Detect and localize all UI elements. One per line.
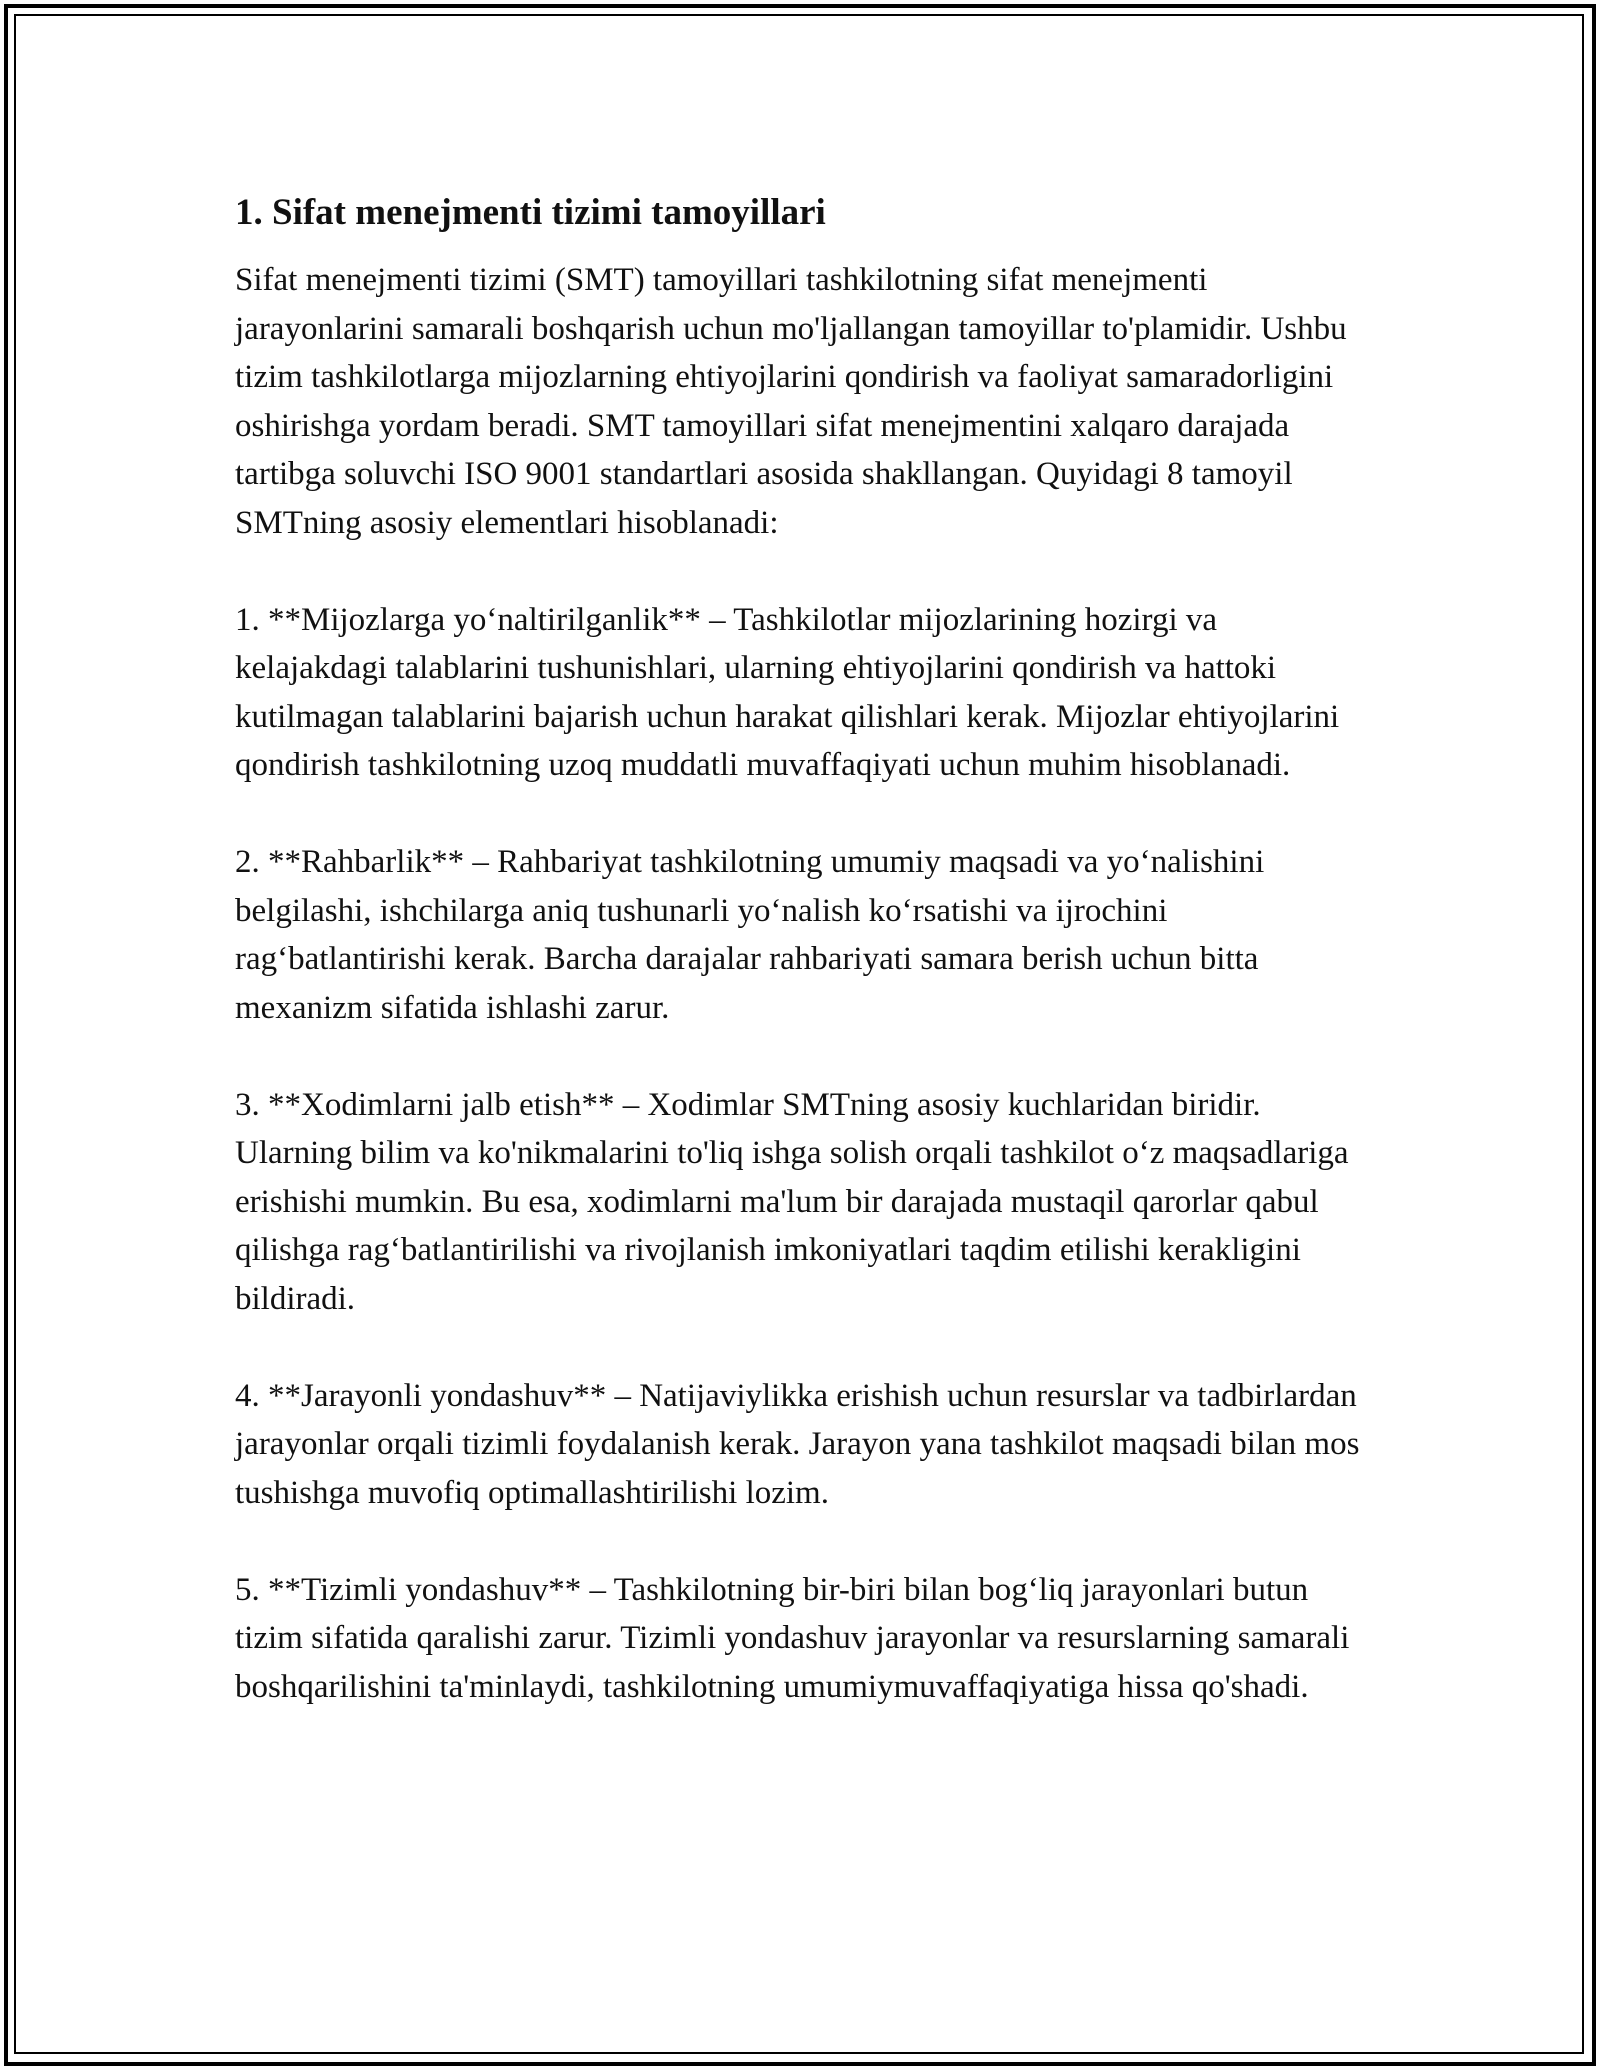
principle-1-paragraph: 1. **Mijozlarga yo‘naltirilganlik** – Tashkilotlar mijozlarining hozirgi va kelajakdagi talablarini tushunishlari, ularning ehtiyojlarini qondirish va hattoki kutilmagan talablarini bajarish uchun harakat qilishlari kerak. Mijozlar ehtiyojlarini qondirish tashkilotning uzoq muddatli muvaffaqiyati uchun muhim hisoblanadi. (235, 601, 1340, 783)
principle-2-paragraph: 2. **Rahbarlik** – Rahbariyat tashkilotning umumiy maqsadi va yo‘nalishini belgilashi, ishchilarga aniq tushunarli yo‘nalish ko‘rsatishi va ijrochini rag‘batlantirishi kerak. Barcha darajalar rahbariyati samara berish uchun bitta mexanizm sifatida ishlashi zarur. (235, 844, 1265, 1026)
section-heading: 1. Sifat menejmenti tizimi tamoyillari (235, 192, 826, 233)
principle-5-paragraph: 5. **Tizimli yondashuv** – Tashkilotning bir-biri bilan bog‘liq jarayonlari butun tizim sifatida qaralishi zarur. Tizimli yondashuv jarayonlar va resurslarning samarali boshqarilishini ta'minlaydi, tashkilotning umumiymuvaffaqiyatiga hissa qo'shadi. (235, 1571, 1350, 1705)
document-body (235, 188, 1365, 1711)
intro-paragraph: Sifat menejmenti tizimi (SMT) tamoyillari tashkilotning sifat menejmenti jarayonlarini samarali boshqarish uchun mo'ljallangan tamoyillar to'plamidir. Ushbu tizim tashkilotlarga mijozlarning ehtiyojlarini qondirish va faoliyat samaradorligini oshirishga yordam beradi. SMT tamoyillari sifat menejmentini xalqaro darajada tartibga soluvchi ISO 9001 standartlari asosida shakllangan. Quyidagi 8 tamoyil SMTning asosiy elementlari hisoblanadi: (235, 262, 1347, 541)
principle-4-paragraph: 4. **Jarayonli yondashuv** – Natijaviylikka erishish uchun resurslar va tadbirlardan jarayonlar orqali tizimli foydalanish kerak. Jarayon yana tashkilot maqsadi bilan mos tushishga muvofiq optimallashtirilishi lozim. (235, 1377, 1360, 1511)
principle-3-paragraph: 3. **Xodimlarni jalb etish** – Xodimlar SMTning asosiy kuchlaridan biridir. Ularning bilim va ko'nikmalarini to'liq ishga solish orqali tashkilot o‘z maqsadlariga erishishi mumkin. Bu esa, xodimlarni ma'lum bir darajada mustaqil qarorlar qabul qilishga rag‘batlantirilishi va rivojlanish imkoniyatlari taqdim etilishi kerakligini bildiradi. (235, 1086, 1349, 1317)
